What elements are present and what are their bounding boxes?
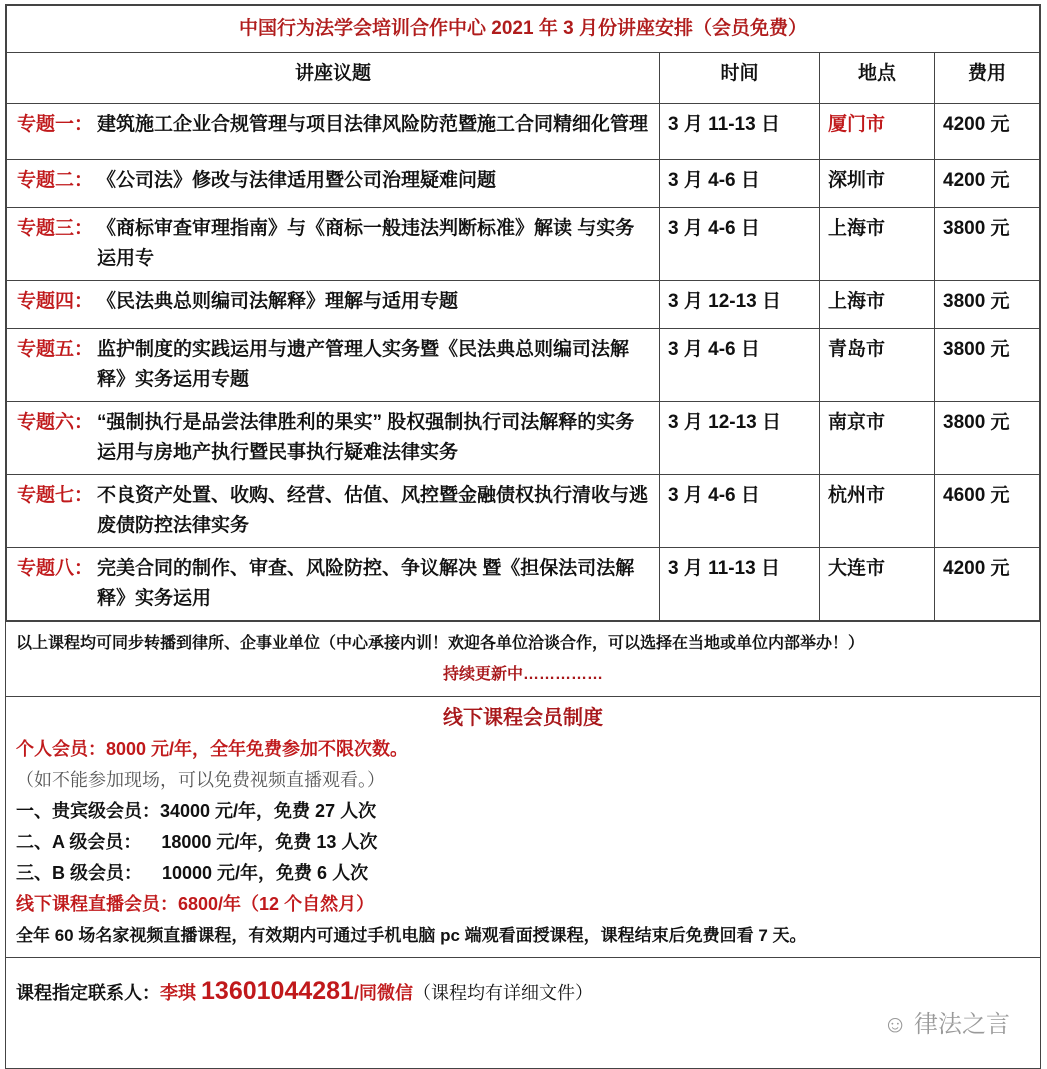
topic-cell [7,548,660,621]
topic-cell [7,160,660,208]
table-row [7,104,1040,160]
watermark [883,1009,1010,1040]
contact-note: （课程均有详细文件） [412,983,593,1003]
topic-cell [7,281,660,329]
topic-label: 专题七： [17,485,94,506]
fee-cell: 3800 元 [935,402,1040,475]
topic-label: 专题六： [17,412,94,433]
topic-text: 《民法典总则编司法解释》理解与适用专题 [97,291,459,312]
topic-text: 建筑施工企业合规管理与项目法律风险防范暨施工合同精细化管理 [97,114,649,135]
contact-section [6,957,1040,1068]
topic-text: “强制执行是品尝法律胜利的果实” 股权强制执行司法解释的实务运用与房地产执行暨民事执行疑难法律实务 [97,412,635,463]
topic-text: 《商标审查审理指南》与《商标一般违法判断标准》解读 与实务运用专 [97,218,635,269]
table-row [7,548,1040,621]
fee-cell: 3800 元 [935,329,1040,402]
schedule-table [6,5,1040,621]
notes-line: 以上课程均可同步转播到律所、企事业单位（中心承接内训！欢迎各单位洽谈合作，可以选择在当地或单位内部举办！） [16,635,865,652]
topic-text: 监护制度的实践运用与遗产管理人实务暨《民法典总则编司法解释》实务运用专题 [97,339,630,390]
notes-section [6,621,1040,696]
place-cell: 上海市 [820,281,935,329]
topic-text: 完美合同的制作、审查、风险防控、争议解决 暨《担保法司法解释》实务运用 [97,558,635,609]
place-cell: 南京市 [820,402,935,475]
table-header [7,53,1040,104]
place-cell: 青岛市 [820,329,935,402]
place-cell: 大连市 [820,548,935,621]
time-cell: 3 月 11-13 日 [660,548,820,621]
live-membership: 线下课程直播会员：6800/年（12 个自然月） [16,894,375,914]
document-title: 中国行为法学会培训合作中心 2021 年 3 月份讲座安排（会员免费） [7,6,1040,53]
topic-label: 专题八： [17,558,94,579]
place-cell: 上海市 [820,208,935,281]
contact-name: 李琪 [160,983,202,1003]
time-cell: 3 月 4-6 日 [660,208,820,281]
header-place: 地点 [820,53,935,104]
fee-cell: 4200 元 [935,104,1040,160]
table-row [7,281,1040,329]
header-fee: 费用 [935,53,1040,104]
level-b: 三、B 级会员： 10000 元/年，免费 6 人次 [16,863,369,883]
table-row [7,475,1040,548]
topic-label: 专题五： [17,339,94,360]
time-cell: 3 月 12-13 日 [660,281,820,329]
fee-cell: 4600 元 [935,475,1040,548]
topic-cell [7,475,660,548]
place-cell: 深圳市 [820,160,935,208]
table-row [7,208,1040,281]
table-row [7,329,1040,402]
table-row [7,402,1040,475]
header-time: 时间 [660,53,820,104]
contact-wechat: /同微信 [353,983,413,1003]
time-cell: 3 月 4-6 日 [660,475,820,548]
watermark-text: 律法之言 [914,1011,1010,1038]
topic-label: 专题三： [17,218,94,239]
fee-cell: 3800 元 [935,208,1040,281]
membership-section [6,696,1040,957]
topic-cell [7,329,660,402]
time-cell: 3 月 12-13 日 [660,402,820,475]
updating-text: 持续更新中…………… [442,666,603,683]
live-description: 全年 60 场名家视频直播课程，有效期内可通过手机电脑 pc 端观看面授课程，课程结束后免费回看 7 天。 [16,926,807,945]
contact-phone: 13601044281 [201,977,354,1005]
topic-text: 不良资产处置、收购、经营、估值、风控暨金融债权执行清收与逃废债防控法律实务 [97,485,649,536]
place-cell: 厦门市 [820,104,935,160]
time-cell: 3 月 4-6 日 [660,160,820,208]
membership-heading: 线下课程会员制度 [443,707,603,729]
contact-label: 课程指定联系人： [16,983,160,1003]
level-a: 二、A 级会员： 18000 元/年，免费 13 人次 [16,832,378,852]
topic-cell [7,402,660,475]
table-row [7,160,1040,208]
topic-text: 《公司法》修改与法律适用暨公司治理疑难问题 [97,170,497,191]
topic-cell [7,208,660,281]
level-vip: 一、贵宾级会员：34000 元/年，免费 27 人次 [16,801,377,821]
wechat-icon: ☺ [882,1011,914,1038]
personal-membership: 个人会员：8000 元/年，全年免费参加不限次数。 [16,739,409,759]
header-topic: 讲座议题 [7,53,660,104]
time-cell: 3 月 4-6 日 [660,329,820,402]
time-cell: 3 月 11-13 日 [660,104,820,160]
topic-label: 专题四： [17,291,94,312]
fee-cell: 4200 元 [935,160,1040,208]
fee-cell: 4200 元 [935,548,1040,621]
fee-cell: 3800 元 [935,281,1040,329]
schedule-document [5,4,1041,1069]
place-cell: 杭州市 [820,475,935,548]
personal-note: （如不能参加现场，可以免费视频直播观看。） [16,770,385,790]
topic-label: 专题一： [17,114,94,135]
topic-cell [7,104,660,160]
topic-label: 专题二： [17,170,94,191]
